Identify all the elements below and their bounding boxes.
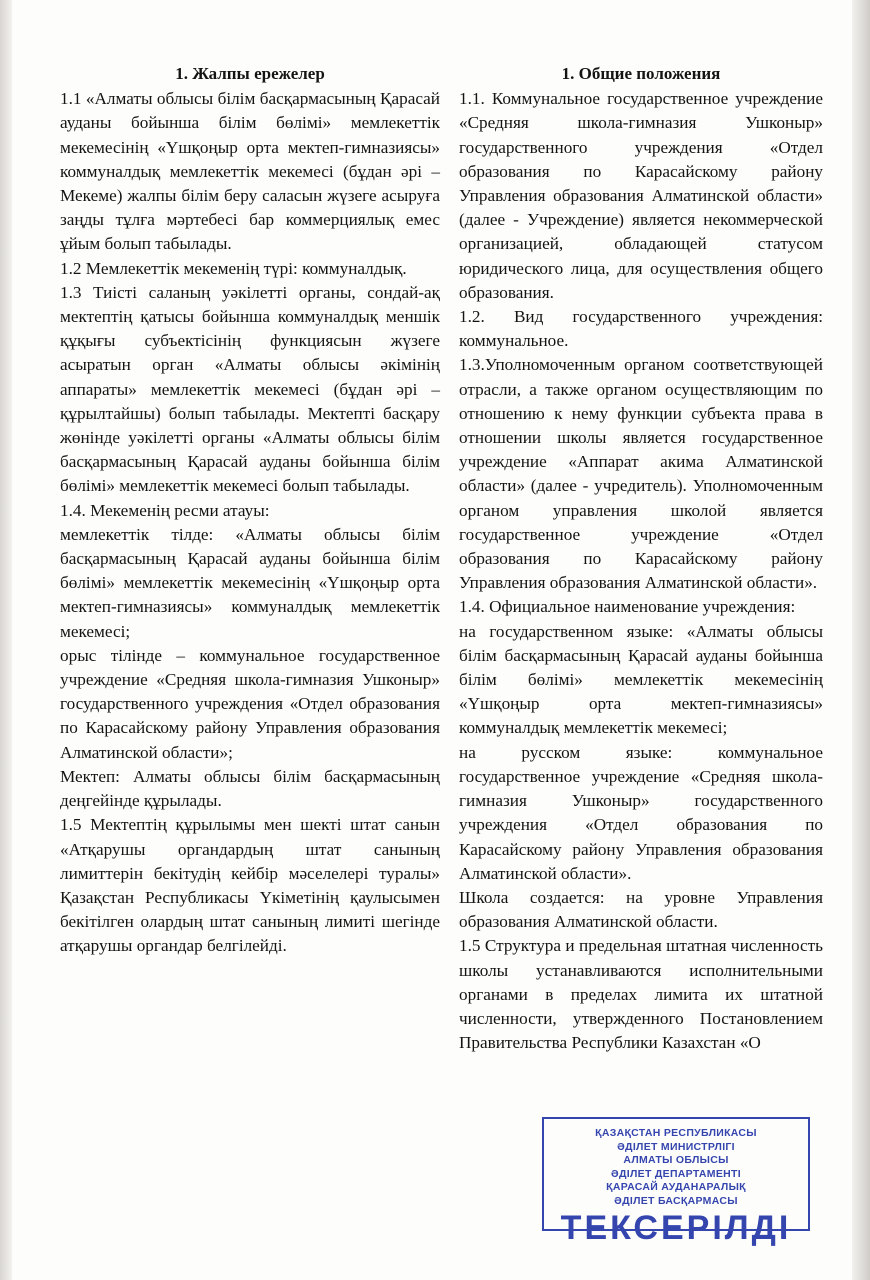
- scan-edge-right: [852, 0, 870, 1280]
- paragraph-1-1-kk: 1.1 «Алматы облысы білім басқармасының Қарасай ауданы бойынша білім бөлімі» мемлекеттік мекемесінің «Үшқоңыр орта мектеп-гимназиясы» коммуналдық мемлекеттік мекемесі (бұдан әрі – Мекеме) жалпы білім беру саласын жүзеге асыруға заңды тұлға мәртебесі бар коммерциялық емес ұйым болып табылады.: [60, 89, 440, 254]
- stamp-title: ТЕКСЕРІЛДІ: [560, 1209, 792, 1247]
- stamp-line: ӘДІЛЕТ БАСҚАРМАСЫ: [614, 1194, 738, 1207]
- paragraph-russian-name-ru: на русском языке: коммунальное государственное учреждение «Средняя школа-гимназия Ушконыр» государственного учреждения «Отдел образования по Карасайскому району Управления образования Алматинской области».: [459, 742, 823, 883]
- paragraph-state-name-kk: мемлекеттік тілде: «Алматы облысы білім басқармасының Қарасай ауданы бойынша білім бөлімі» мемлекеттік мекемесінің «Үшқоңыр орта мектеп-гимназиясы» коммуналдық мемлекеттік мекемесі;: [60, 524, 440, 641]
- verification-stamp: [542, 1117, 810, 1247]
- paragraph-state-name-ru: на государственном языке: «Алматы облысы білім басқармасының Қарасай ауданы бойынша білім бөлімі» мемлекеттік мекемесінің «Үшқоңыр орта мектеп-гимназиясы» коммуналдық мемлекеттік мекемесі;: [459, 621, 823, 738]
- paragraph-russian-name-kk: орыс тілінде – коммунальное государственное учреждение «Средняя школа-гимназия Ушконыр» государственного учреждения «Отдел образования по Карасайскому району Управления образования Алматинской области»;: [60, 645, 440, 762]
- section-heading-kk: 1. Жалпы ережелер: [175, 64, 325, 83]
- paragraph-1-3-kk: 1.3 Тиісті саланың уәкілетті органы, сондай-ақ мектептің қатысы бойынша коммуналдық меншік құқығы субъектісінің функциясын жүзеге асыратын орган «Алматы облысы әкімінің аппараты» мемлекеттік мекемесі (бұдан әрі – құрылтайшы) болып табылады. Мектепті басқару жөнінде уәкілетті органы «Алматы облысы білім басқармасының Қарасай ауданы бойынша білім бөлімі» мемлекеттік мекемесі болып табылады.: [60, 282, 440, 496]
- paragraph-1-3-ru: 1.3.Уполномоченным органом соответствующей отрасли, а также органом осуществляющим по отношению к нему функции субъекта права в отношении школы является государственное учреждение «Аппарат акима Алматинской области» (далее - учредитель). Уполномоченным органом управления школой является государственное учреждение «Отдел образования по Карасайскому району Управления образования Алматинской области».: [459, 355, 823, 593]
- stamp-line: ӘДІЛЕТ МИНИСТРЛІГІ: [617, 1140, 735, 1153]
- section-heading-ru: 1. Общие положения: [561, 64, 721, 83]
- paragraph-school-level-ru: Школа создается: на уровне Управления образования Алматинской области.: [459, 887, 823, 932]
- stamp-line: ҚАРАСАЙ АУДАНАРАЛЫҚ: [606, 1181, 746, 1193]
- paragraph-school-level-kk: Мектеп: Алматы облысы білім басқармасының деңгейінде құрылады.: [60, 766, 440, 811]
- stamp-line: АЛМАТЫ ОБЛЫСЫ: [623, 1154, 729, 1166]
- paragraph-1-2-kk: 1.2 Мемлекеттік мекеменің түрі: коммуналдық.: [60, 258, 407, 278]
- paragraph-1-4-kk: 1.4. Мекеменің ресми атауы:: [60, 500, 270, 520]
- scan-edge-left: [0, 0, 12, 1280]
- document-page: [12, 0, 852, 1280]
- russian-column: [459, 62, 823, 1055]
- paragraph-1-5-kk: 1.5 Мектептің құрылымы мен шекті штат санын «Атқарушы органдардың штат санының лимиттерін бекітудің кейбір мәселелері туралы» Қазақстан Республикасы Үкіметінің қаулысымен бекітілген олардың штат санының лимиті шегінде атқарушы органдар белгілейді.: [60, 815, 440, 956]
- paragraph-1-4-ru: 1.4. Официальное наименование учреждения:: [459, 597, 796, 617]
- paragraph-1-1-ru: 1.1. Коммунальное государственное учреждение «Средняя школа-гимназия Ушконыр» государственного учреждения «Отдел образования по Карасайскому району Управления образования Алматинской области» (далее - Учреждение) является некоммерческой организацией, обладающей статусом юридического лица, для осуществления общего образования.: [459, 89, 823, 302]
- kazakh-column: [60, 62, 440, 959]
- paragraph-1-2-ru: 1.2. Вид государственного учреждения: коммунальное.: [459, 307, 823, 351]
- stamp-line: ӘДІЛЕТ ДЕПАРТАМЕНТІ: [611, 1167, 741, 1180]
- paragraph-1-5-ru: 1.5 Структура и предельная штатная численность школы устанавливаются исполнительными органами в пределах лимита их штатной численности, утвержденного Постановлением Правительства Республики Казахстан «О: [459, 936, 823, 1053]
- stamp-line: ҚАЗАҚСТАН РЕСПУБЛИКАСЫ: [595, 1127, 757, 1139]
